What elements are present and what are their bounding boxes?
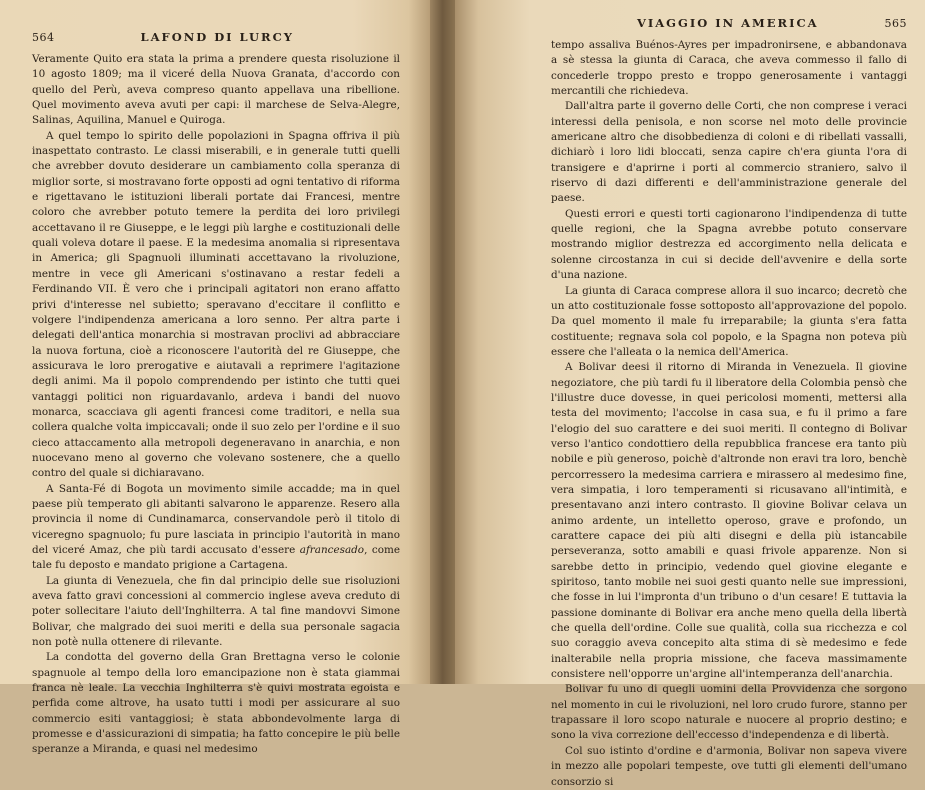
book-gutter — [430, 0, 455, 684]
paragraph: Dall'altra parte il governo delle Corti, che non comprese i veraci interessi della penisola, e non scorse nel moto delle provincie americane altro che disobbedienza di coloni e di ribellati vassalli, dichiarò i loro lidi bloccati, senza capire ch'era giunta l'ora di transigere e d'aprirne i porti al commercio straniero, salvo il riservo di dazi differenti e dell'amministrazione generale del paese. — [551, 100, 907, 205]
paragraph: La condotta del governo della Gran Brettagna verso le colonie spagnuole al tempo della loro emancipazione non è stata giammai franca nè leale. La vecchia Inghilterra s'è quivi mostrata egoista e perfida come altrove, ha usato tutti i modi per assicurare al suo commercio esiti vantaggiosi; è stata abbondevolmente larga di promesse e d'assicurazioni di simpatia; ha fatto concepire le più belle speranze a Miranda, e quasi nel medesimo — [32, 651, 400, 756]
paragraph: Questi errori e questi torti cagionarono l'indipendenza di tutte quelle regioni, che la Spagna avrebbe potuto conservare mostrando miglior destrezza ed accorgimento nella delicata e solenne circostanza in cui si decide dell'avvenire e della sorte d'una nazione. — [551, 207, 907, 282]
right-running-head — [551, 16, 907, 36]
left-page — [0, 0, 430, 756]
paragraph: La giunta di Venezuela, che fin dal principio delle sue risoluzioni aveva fatto gravi concessioni al commercio inglese aveva creduto di poter sollecitare l'aiuto dell'Inghilterra. A tal fine mandovvi Simone Bolivar, che malgrado dei suoi meriti e della sua personale sagacia non potè nulla ottenere di rilevante. — [32, 574, 400, 649]
page-number-left: 564 — [32, 31, 55, 44]
paragraph: A quel tempo lo spirito delle popolazioni in Spagna offriva il più inaspettato contrasto. Le classi miserabili, e in generale tutti quelli che avrebber dovuto desiderare un cambiamento colla speranza di miglior sorte, si mostravano forte opposti ad ogni tentativo di riforma e rigettavano le istituzioni liberali portate dai Francesi, mentre coloro che avrebber potuto temere la perdita dei loro privilegi accettavano il re Giuseppe, e le leggi più larghe e costituzionali delle quali voleva dotare il paese. E la medesima anomalia si ripresentava in America; gli Spagnuoli illuminati accettavano la rivoluzione, mentre in vece gli Americani s'ostinavano a restar fedeli a Ferdinando VII. È vero che i principali agitatori non erano affatto privi d'interesse nel subietto; speravano d'eccitare il conflitto e volgere l'indipendenza americana a loro senno. Per altra parte i delegati dell'antica monarchia si mostravan proclivi ad abbracciare la nuova fortuna, cioè a riconoscere l'autorità del re Giuseppe, che assicurava le loro prerogative e aiutavali a reprimere l'agitazione degli animi. Ma il popolo comprendendo per istinto che tutti quei vantaggi politici non riguardavanlo, ardeva i bandi del nuovo monarca, scacciava gli agenti francesi come traditori, e nella sua collera qualche volta impiccavali; onde il suo zelo per l'ordine e il suo cieco attaccamento alla metropoli degeneravano in anarchia, e non nuocevano meno al governo che volevano sostenere, che a quello contro del quale si dichiaravano. — [32, 129, 400, 480]
paragraph-text: A Santa-Fé di Bogota un movimento simile accadde; ma in quel paese più temperato gli abitanti salvarono le apparenze. Resero alla provincia il nome di Cundinamarca, conservandole però il titolo di viceregno spagnuolo; fu pure lasciata in principio l'autorità in mano del viceré Amaz, che più tardi accusato d'essere — [32, 482, 400, 556]
paragraph: A Bolivar deesi il ritorno di Miranda in Venezuela. Il giovine negoziatore, che più tardi fu il liberatore della Colombia pensò che l'illustre duce dovesse, in quei pericolosi momenti, mettersi alla testa del movimento; l'accolse in casa sua, e fu il primo a fare l'elogio del suo carattere e dei suoi meriti. Il contegno di Bolivar verso l'antico condottiero della repubblica francese era tanto più nobile e più generoso, poichè d'altronde non eravi tra loro, benchè percorressero la medesima carriera e mirassero al medesimo fine, vera simpatia, i loro temperamenti si ricusavano all'intimità, e presentavano anzi intero contrasto. Il giovine Bolivar celava un animo ardente, un intelletto operoso, grave e profondo, un carattere capace dei più alti disegni e della più istancabile perseveranza, sotto amabili e quasi frivole apparenze. Non si sarebbe detto in principio, vedendo quel giovine elegante e spiritoso, tanto mobile nei suoi gesti quanto nelle sue impressioni, che fosse in lui l'impronta d'un tribuno o d'un cesare! E tuttavia la passione dominante di Bolivar era anche meno quella della libertà che quella dell'ordine. Colle sue qualità, colla sua ricchezza e col suo coraggio aveva concepito alta stima di sè medesimo e fede inalterabile nella propria missione, che faceva massimamente consistere nell'opporre un'argine all'intemperanza dell'anarchia. — [551, 361, 907, 681]
page-number-right: 565 — [884, 17, 907, 30]
paragraph: La giunta di Caraca comprese allora il suo incarco; decretò che un atto costituzionale fosse sottoposto all'approvazione del popolo. Da quel momento il male fu irreparabile; la giunta s'era fatta costituente; regnava sola col popolo, e la Spagna non poteva più essere che l'alleata o la nemica dell'America. — [551, 284, 907, 358]
left-running-head — [32, 30, 400, 50]
paragraph: Bolivar fu uno di quegli uomini della Provvidenza che sorgono nel momento in cui le rivoluzioni, nel loro crudo furore, stanno per trapassare il loro scopo naturale e nuocere al proprio destino; e sono la viva correzione dell'eccesso d'independenza e di libertà. — [551, 683, 907, 742]
running-title-right: VIAGGIO IN AMERICA — [636, 16, 819, 30]
italic-term: afrancesado — [299, 544, 365, 556]
right-page-text — [551, 38, 907, 790]
paragraph-text: , come tale fu deposto e mandato prigione a Cartagena. — [32, 544, 400, 572]
paragraph — [32, 482, 400, 574]
right-page — [455, 0, 925, 788]
running-title-left: LAFOND DI LURCY — [140, 30, 294, 44]
paragraph: Veramente Quito era stata la prima a prendere questa risoluzione il 10 agosto 1809; ma il viceré della Nuova Granata, d'accordo con quello del Perù, aveva compreso quanto appellava una ribellione. Quel movimento aveva avuti per capi: il marchese de Selva-Alegre, Salinas, Aquilina, Manuel e Quiroga. — [32, 53, 400, 127]
paragraph: tempo assaliva Buénos-Ayres per impadronirsene, e abbandonava a sè stessa la giunta di Caraca, che aveva commesso il fallo di concederle troppo presto e troppo generosamente i vantaggi mercantili che richiedeva. — [551, 39, 907, 98]
left-page-text — [32, 52, 400, 758]
paragraph: Col suo istinto d'ordine e d'armonia, Bolivar non sapeva vivere in mezzo alle popolari tempeste, ove tutti gli elementi dell'umano consorzio si — [551, 744, 907, 788]
